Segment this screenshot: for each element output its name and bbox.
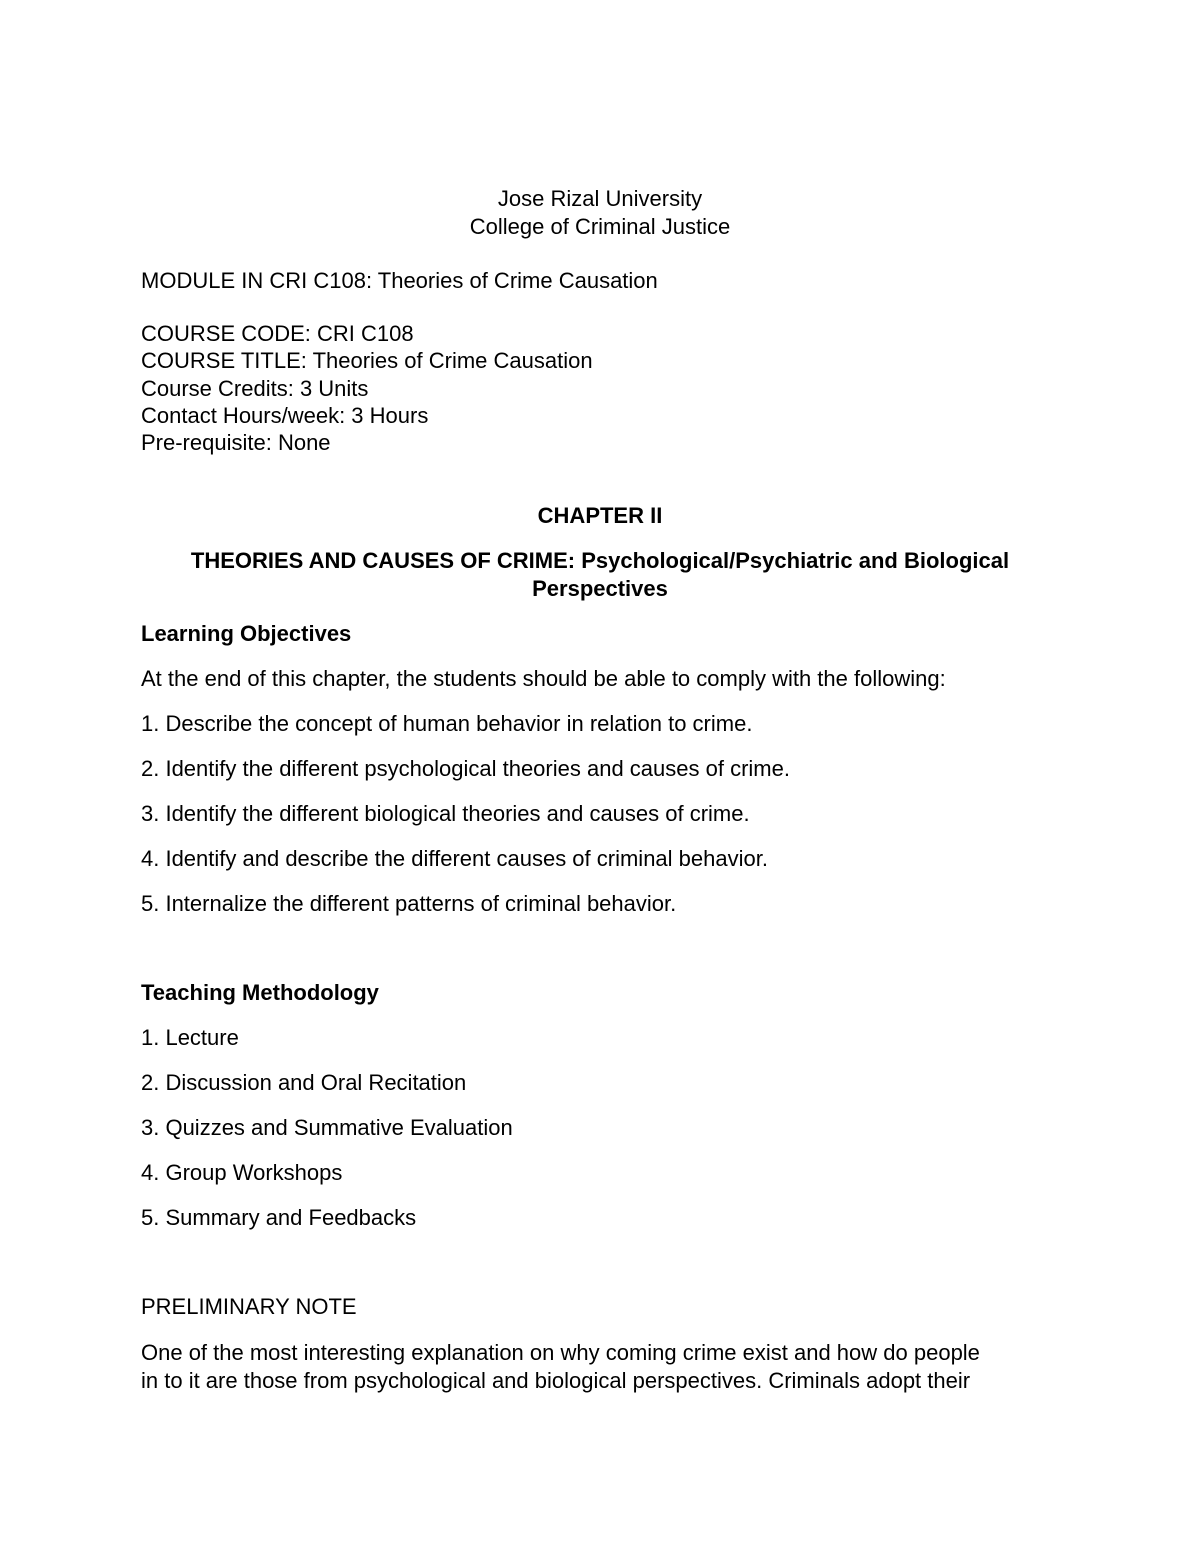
objective-item: 2. Identify the different psychological theories and causes of crime. — [141, 756, 790, 781]
chapter-number: CHAPTER II — [537, 503, 663, 528]
objective-item: 5. Internalize the different patterns of criminal behavior. — [141, 891, 677, 916]
university-name: Jose Rizal University — [497, 186, 703, 211]
teaching-methodology-heading: Teaching Methodology — [141, 980, 379, 1005]
methodology-item: 1. Lecture — [141, 1025, 239, 1050]
chapter-title-line-2: Perspectives — [532, 576, 668, 601]
preliminary-note-line-1: One of the most interesting explanation on why coming crime exist and how do people — [141, 1340, 980, 1365]
preliminary-note-heading: PRELIMINARY NOTE — [141, 1294, 357, 1319]
methodology-item: 4. Group Workshops — [141, 1160, 343, 1185]
objective-item: 4. Identify and describe the different causes of criminal behavior. — [141, 846, 768, 871]
objective-item: 1. Describe the concept of human behavior in relation to crime. — [141, 711, 753, 736]
module-title: MODULE IN CRI C108: Theories of Crime Causation — [141, 268, 658, 293]
pre-requisite: Pre-requisite: None — [141, 430, 331, 455]
preliminary-note-line-2: in to it are those from psychological and biological perspectives. Criminals adopt their — [141, 1368, 971, 1393]
methodology-item: 5. Summary and Feedbacks — [141, 1205, 417, 1230]
objective-item: 3. Identify the different biological theories and causes of crime. — [141, 801, 750, 826]
course-credits: Course Credits: 3 Units — [141, 376, 369, 401]
college-name: College of Criminal Justice — [469, 214, 731, 239]
learning-objectives-intro: At the end of this chapter, the students should be able to comply with the following: — [141, 666, 946, 691]
course-code: COURSE CODE: CRI C108 — [141, 321, 414, 346]
course-title: COURSE TITLE: Theories of Crime Causation — [141, 348, 593, 373]
contact-hours: Contact Hours/week: 3 Hours — [141, 403, 429, 428]
chapter-title-line-1: THEORIES AND CAUSES OF CRIME: Psychological/Psychiatric and Biological — [190, 548, 1010, 573]
methodology-item: 2. Discussion and Oral Recitation — [141, 1070, 467, 1095]
methodology-item: 3. Quizzes and Summative Evaluation — [141, 1115, 513, 1140]
learning-objectives-heading: Learning Objectives — [141, 621, 352, 646]
